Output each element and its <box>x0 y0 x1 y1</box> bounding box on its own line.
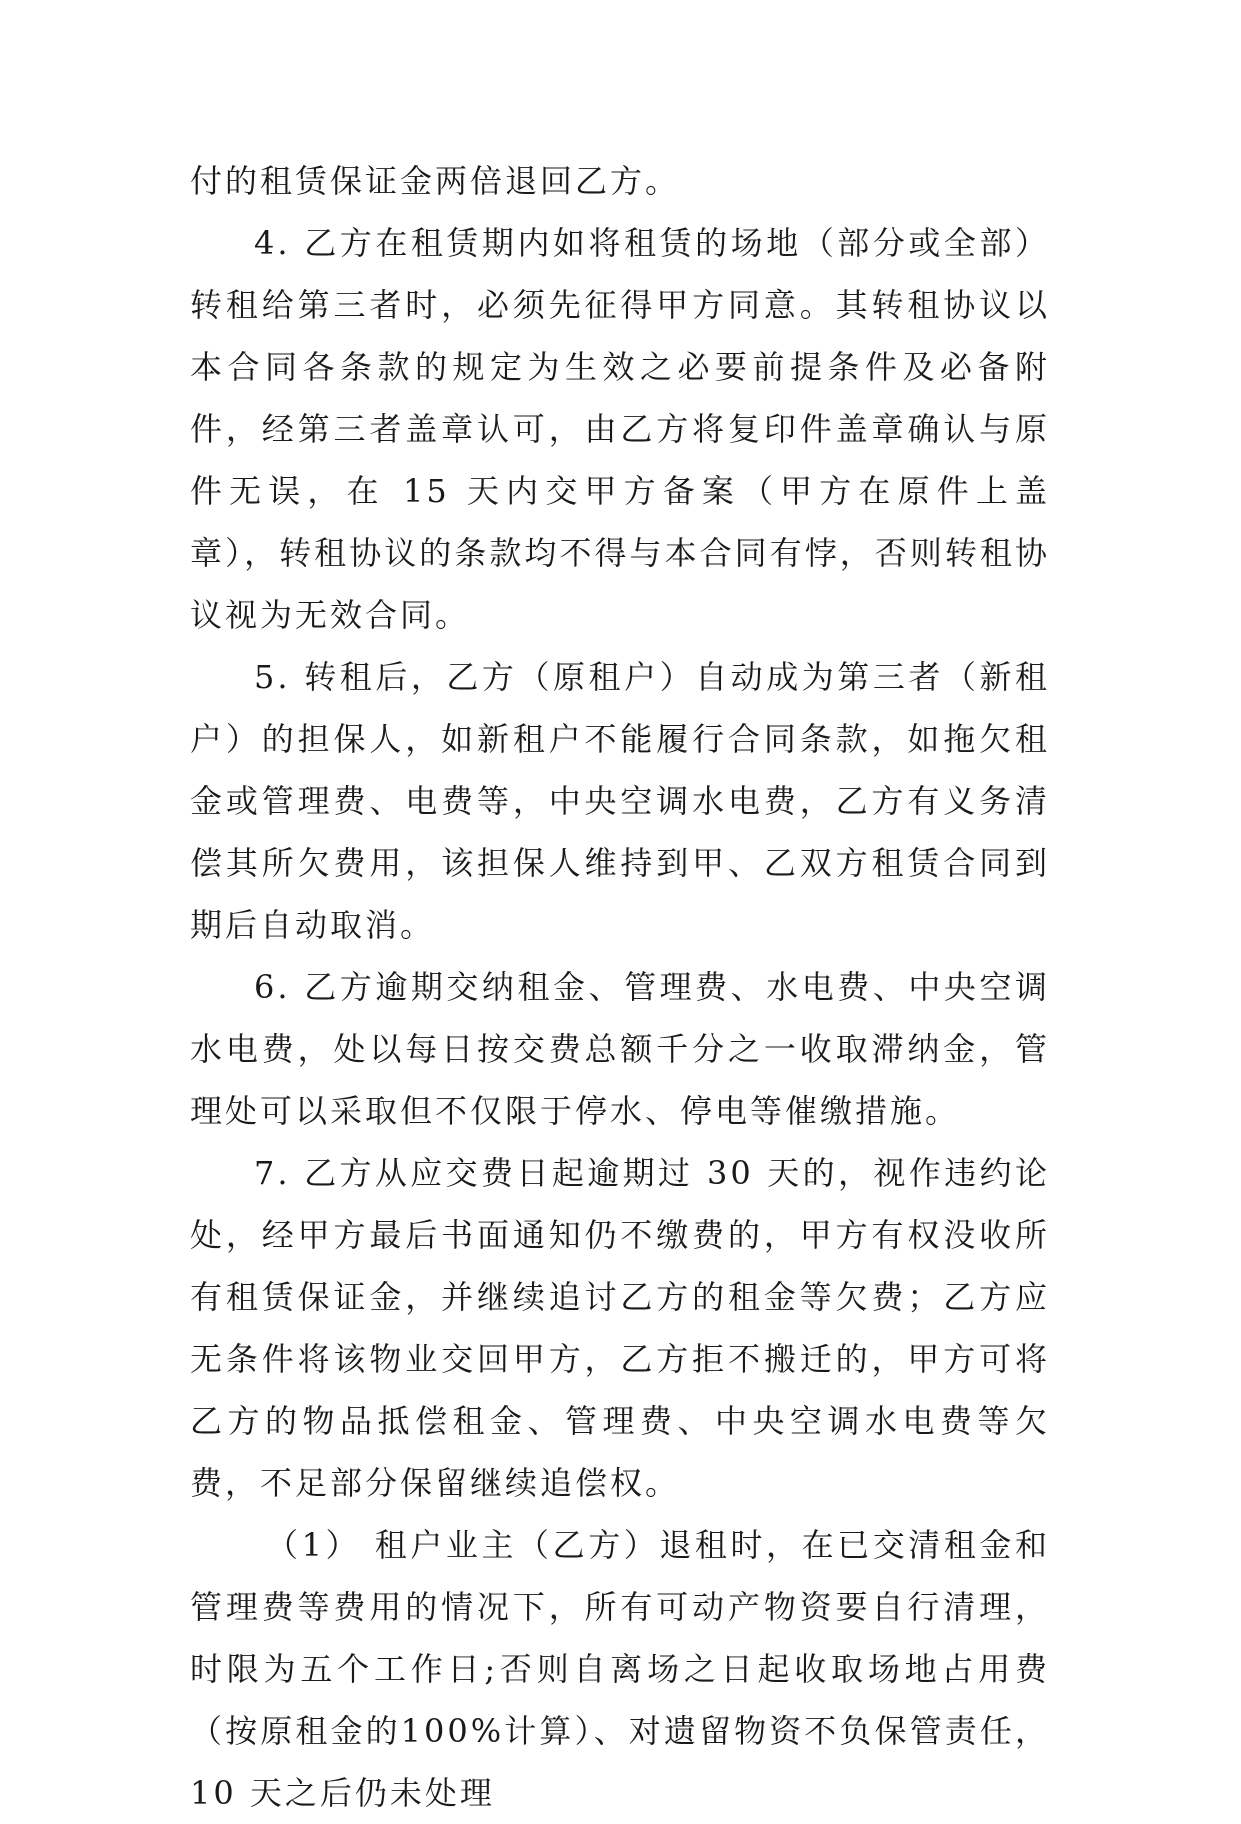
paragraph-continuation: 付的租赁保证金两倍退回乙方。 <box>190 162 681 200</box>
clause-7-sub-1-move-out: （1） 租户业主（乙方）退租时，在已交清租金和管理费等费用的情况下，所有可动产物资要自行清理，时限为五个工作日;否则自离场之日起收取场地占用费（按原租金的100%计算）、对遗留物资不负保管责任，10 天之后仍未处理 <box>190 1526 1050 1812</box>
clause-6-late-fee: 6. 乙方逾期交纳租金、管理费、水电费、中央空调水电费，处以每日按交费总额千分之一收取滞纳金，管理处可以采取但不仅限于停水、停电等催缴措施。 <box>190 968 1050 1130</box>
document-body <box>190 150 1050 1824</box>
clause-7-default: 7. 乙方从应交费日起逾期过 30 天的，视作违约论处，经甲方最后书面通知仍不缴费的，甲方有权没收所有租赁保证金，并继续追讨乙方的租金等欠费；乙方应无条件将该物业交回甲方，乙方拒不搬迁的，甲方可将乙方的物品抵偿租金、管理费、中央空调水电费等欠费，不足部分保留继续追偿权。 <box>190 1154 1050 1502</box>
clause-5-guarantor: 5. 转租后，乙方（原租户）自动成为第三者（新租户）的担保人，如新租户不能履行合同条款，如拖欠租金或管理费、电费等，中央空调水电费，乙方有义务清偿其所欠费用，该担保人维持到甲、乙双方租赁合同到期后自动取消。 <box>190 658 1050 944</box>
clause-4-sublease: 4. 乙方在租赁期内如将租赁的场地（部分或全部）转租给第三者时，必须先征得甲方同意。其转租协议以本合同各条款的规定为生效之必要前提条件及必备附件，经第三者盖章认可，由乙方将复印件盖章确认与原件无误，在 15 天内交甲方备案（甲方在原件上盖章），转租协议的条款均不得与本合同有悖，否则转租协议视为无效合同。 <box>190 224 1050 634</box>
